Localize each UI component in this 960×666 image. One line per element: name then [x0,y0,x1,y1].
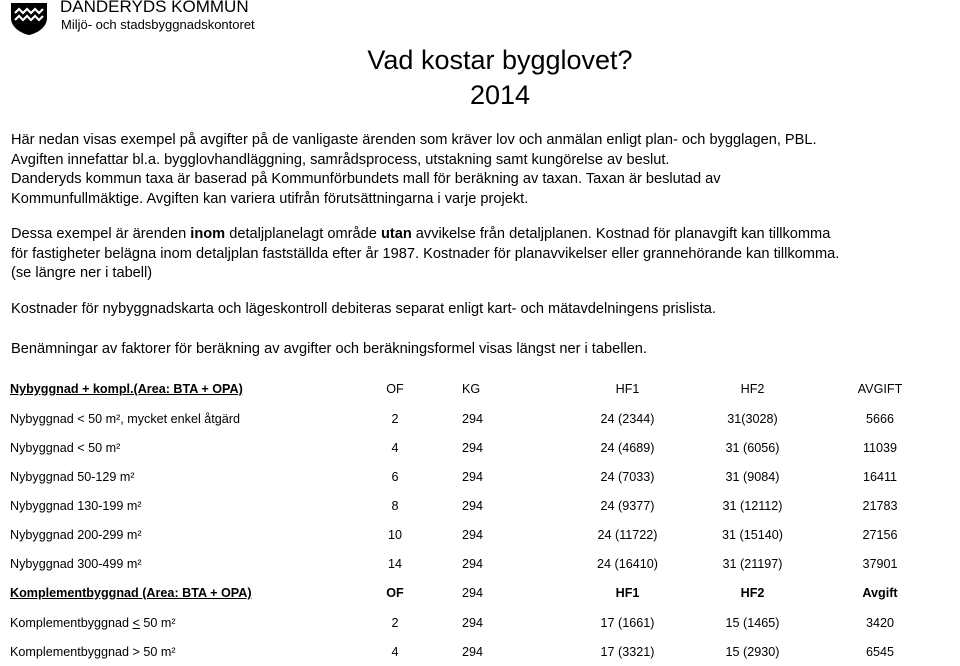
cell-hf2: 31 (12112) [722,498,783,513]
fee-table [10,374,945,666]
danderyd-coat-of-arms-logo [9,2,49,36]
examples-emphasis-inom: inom [190,226,226,242]
cell-area: Nybyggnad < 50 m² [10,440,121,455]
intro-line: Här nedan visas exempel på avgifter på de vanligaste ärenden som kräver lov och anmälan enligt plan- och bygglagen, PBL. [11,132,817,148]
cell-hf2: 15 (2930) [725,644,780,659]
cell-hf2: 31 (15140) [722,527,783,542]
examples-text: detaljplanelagt område [225,226,381,242]
cell-hf2: 31 (6056) [725,440,780,455]
cell-hf1: 24 (2344) [600,411,655,426]
header-cell-area: Nybyggnad + kompl.(Area: BTA + OPA) [10,382,243,396]
cell-hf1: 17 (1661) [600,615,655,630]
cell-area: Komplementbyggnad < 50 m² [10,615,176,630]
cell-hf1: 24 (4689) [600,440,655,455]
examples-line: (se längre ner i tabell) [11,265,153,281]
table-row [10,549,945,578]
cell-fee: 5666 [865,411,895,426]
header-cell-hf2: HF2 [740,586,765,600]
less-or-equal-sign: < [132,615,140,630]
cell-of: 2 [391,411,399,426]
municipality-name: DANDERYDS KOMMUN [60,0,249,16]
table-row [10,433,945,462]
cell-fee: 6545 [865,644,895,659]
header-cell-hf1: HF1 [615,586,640,600]
table-row [10,608,945,637]
cell-area: Nybyggnad 300-499 m² [10,556,142,571]
cell-kg: 294 [462,498,484,513]
cell-fee: 27156 [862,527,898,542]
cell-hf1: 17 (3321) [600,644,655,659]
cell-kg: 294 [462,615,484,630]
header-cell-of: OF [386,586,404,600]
intro-paragraph [11,131,956,209]
section1-header-row [10,374,945,404]
cell-hf2: 31 (9084) [725,469,780,484]
table-row [10,520,945,549]
table-row [10,462,945,491]
cell-of: 14 [387,556,402,571]
cell-area: Nybyggnad 50-129 m² [10,469,135,484]
cell-kg: 294 [462,440,484,455]
cell-kg: 294 [462,469,484,484]
cell-fee: 37901 [862,556,898,571]
cell-hf2: 31 (21197) [722,556,783,571]
cell-of: 4 [391,440,399,455]
cell-kg: 294 [462,527,484,542]
examples-paragraph [11,225,956,284]
examples-text: avvikelse från detaljplanen. Kostnad för planavgift kan tillkomma [411,226,831,242]
header-cell-fee: AVGIFT [857,382,903,396]
intro-line: Kommunfullmäktige. Avgiften kan variera utifrån förutsättningarna i varje projekt. [11,190,529,207]
cell-of: 2 [391,615,399,630]
cell-fee: 3420 [865,615,895,630]
cell-kg: 294 [462,644,484,659]
page-year: 2014 [469,80,531,110]
cell-area: Komplementbyggnad > 50 m² [10,644,176,659]
cell-kg: 294 [462,556,484,571]
cell-hf1: 24 (7033) [600,469,655,484]
table-row [10,404,945,433]
cell-fee: 11039 [862,440,898,455]
cell-hf1: 24 (9377) [600,498,655,513]
cell-fee: 16411 [862,469,898,484]
cell-area: Nybyggnad < 50 m², mycket enkel åtgärd [10,411,240,426]
cell-hf2: 15 (1465) [725,615,780,630]
header-cell-kg: KG [462,382,481,396]
header-cell-kg: 294 [462,586,484,600]
header-cell-of: OF [386,382,404,396]
cell-of: 8 [391,498,399,513]
table-row [10,491,945,520]
intro-line: Danderyds kommun taxa är baserad på Kommunförbundets mall för beräkning av taxan. Taxan är beslutad av [11,171,721,187]
header-cell-hf1: HF1 [615,382,640,396]
examples-line: för fastigheter belägna inom detaljplan fastställda efter år 1987. Kostnader för planavvikelser eller grannehörande kan tillkomma. [11,245,840,262]
cell-fee: 21783 [862,498,898,513]
cell-of: 6 [391,469,399,484]
cell-area: Nybyggnad 200-299 m² [10,527,142,542]
examples-text: Dessa exempel är ärenden [11,226,191,242]
cell-hf1: 24 (16410) [597,556,658,571]
header-cell-area: Komplementbyggnad (Area: BTA + OPA) [10,586,252,600]
map-cost-note: Kostnader för nybyggnadskarta och lägeskontroll debiteras separat enligt kart- och mätavdelningens prislista. [11,301,716,317]
intro-line: Avgiften innefattar bl.a. bygglovhandläggning, samrådsprocess, utstakning samt kungörelse av beslut. [11,151,670,168]
header-cell-hf2: HF2 [740,382,765,396]
cell-kg: 294 [462,411,484,426]
cell-hf2: 31(3028) [727,411,778,426]
cell-hf1: 24 (11722) [597,527,658,542]
table-row [10,637,945,666]
cell-area: Nybyggnad 130-199 m² [10,498,142,513]
examples-emphasis-utan: utan [380,226,412,242]
section2-header-row [10,578,945,608]
formula-note: Benämningar av faktorer för beräkning av avgifter och beräkningsformel visas längst ner i tabellen. [11,341,647,357]
examples-line [11,225,956,245]
header-cell-fee: Avgift [862,586,898,600]
cell-of: 4 [391,644,399,659]
page-title: Vad kostar bygglovet? [367,45,633,75]
cell-of: 10 [387,527,402,542]
department-name: Miljö- och stadsbyggnadskontoret [61,17,255,32]
